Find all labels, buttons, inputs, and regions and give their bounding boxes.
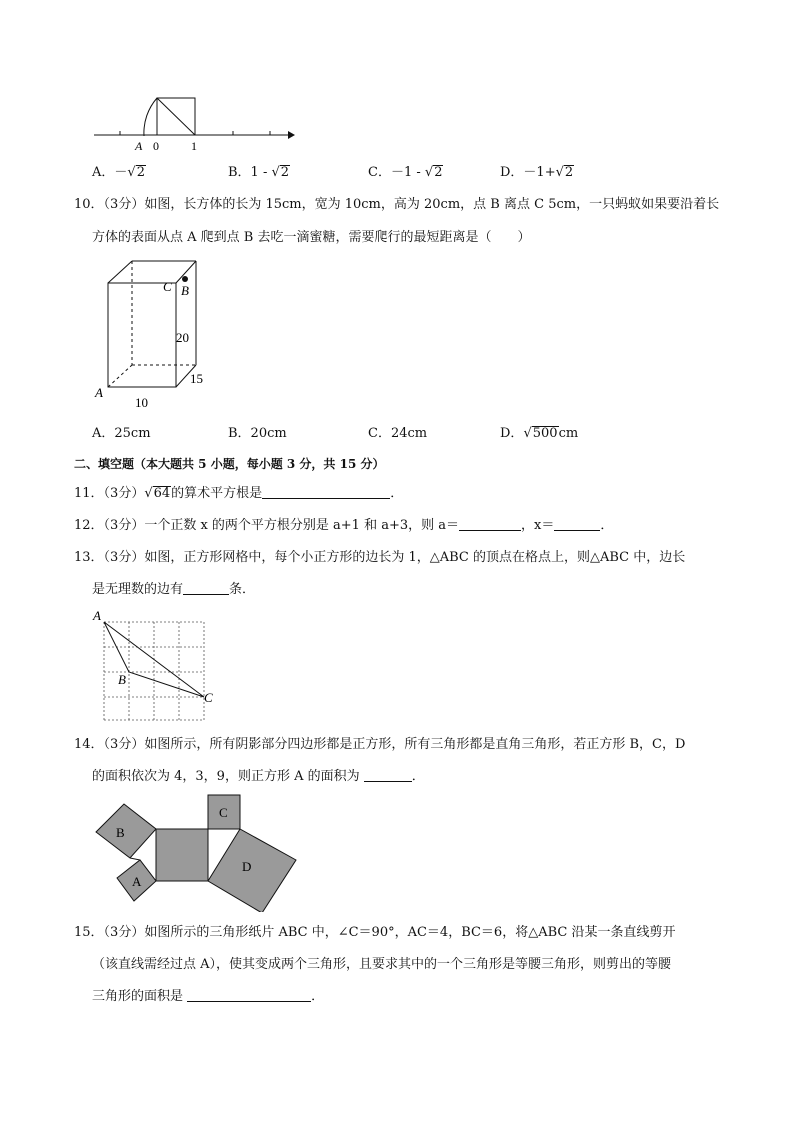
- q10-label-h: 20: [176, 330, 189, 345]
- q9-option-b-prefix: B．1 -: [228, 165, 272, 180]
- q14-stem-line2: [92, 767, 425, 787]
- q11-end: ．: [390, 486, 404, 501]
- q10-option-d-prefix: D．: [500, 426, 524, 441]
- q12-stem: [74, 516, 613, 536]
- q14-squares-figure: [92, 790, 302, 912]
- q10-option-b: B．20cm: [228, 426, 287, 441]
- q12-answer-x-blank[interactable]: [554, 516, 600, 531]
- q10-stem-line1: 10．（3分）如图，长方体的长为 15cm，宽为 10cm，高为 20cm，点 B 离点 C 5cm，一只蚂蚁如果要沿着长: [74, 197, 720, 212]
- q11-answer-blank[interactable]: [262, 484, 390, 499]
- q13-label-a: A: [93, 608, 101, 623]
- q10-option-a: A．25cm: [92, 426, 151, 441]
- q14-label-d: D: [242, 859, 252, 874]
- q9-number-line-figure: [90, 92, 300, 154]
- q9-option-c-prefix: C．－1 -: [368, 165, 425, 180]
- q13-answer-blank[interactable]: [183, 580, 229, 595]
- q9-option-c: C．－1 - √2: [368, 165, 443, 180]
- q12-text-b: ，x＝: [521, 518, 555, 533]
- q10-option-d: D．√500cm: [500, 426, 579, 441]
- q9-label-one: 1: [191, 139, 197, 153]
- q15-answer-blank[interactable]: [187, 987, 311, 1002]
- q12-end: ．: [600, 518, 614, 533]
- q10-option-d-suffix: cm: [558, 426, 579, 441]
- q13-grid-figure: [92, 608, 222, 726]
- q15-stem-line2: （该直线需经过点 A），使其变成两个三角形，且要求其中的一个三角形是等腰三角形，则剪出的等腰: [92, 957, 672, 972]
- q10-label-c: C: [163, 279, 172, 294]
- q9-option-b: B．1 - √2: [228, 165, 290, 180]
- q11-stem: 11．（3分）√64的算术平方根是 ．: [74, 486, 404, 501]
- q13-stem-line2: [92, 580, 255, 600]
- q11-suffix: 的算术平方根是: [171, 486, 263, 501]
- q15-text-a: 三角形的面积是: [92, 989, 188, 1004]
- q11-prefix: 11．（3分）: [74, 486, 145, 501]
- q14-text-b: ．: [411, 769, 425, 784]
- q9-option-d-radicand: 2: [564, 165, 574, 180]
- q10-option-c: C．24cm: [368, 426, 428, 441]
- q9-option-b-radicand: 2: [280, 165, 290, 180]
- q10-stem-line2: 方体的表面从点 A 爬到点 B 去吃一滴蜜糖，需要爬行的最短距离是（ ）: [92, 230, 531, 245]
- q15-stem-line1: 15．（3分）如图所示的三角形纸片 ABC 中，∠C＝90°，AC＝4，BC＝6，将△ABC 沿某一条直线剪开: [74, 925, 676, 940]
- q13-label-c: C: [204, 690, 213, 705]
- q14-label-c: C: [219, 805, 228, 820]
- q9-option-c-radicand: 2: [434, 165, 443, 180]
- q11-radicand: 64: [153, 486, 171, 501]
- q13-text-b: 条．: [229, 582, 256, 597]
- q9-option-a-prefix: A．－: [92, 165, 128, 180]
- q15-stem-line3: [92, 987, 324, 1007]
- q10-label-b: B: [181, 283, 189, 298]
- q9-option-d-prefix: D．－1+: [500, 165, 556, 180]
- q14-label-a: A: [132, 874, 142, 889]
- q10-option-d-radicand: 500: [532, 426, 558, 441]
- q9-option-a: A．－√2: [92, 165, 145, 180]
- q10-cuboid-figure: [90, 255, 220, 415]
- q13-text-a: 是无理数的边有: [92, 582, 184, 597]
- section-2-title: 二、填空题（本大题共 5 小题，每小题 3 分，共 15 分）: [74, 457, 385, 471]
- q14-answer-blank[interactable]: [364, 767, 412, 782]
- q9-label-zero: 0: [153, 139, 159, 153]
- q9-option-d: D．－1+√2: [500, 165, 574, 180]
- q10-label-a: A: [95, 385, 103, 400]
- q14-stem-line1: 14．（3分）如图所示，所有阴影部分四边形都是正方形，所有三角形都是直角三角形，若正方形 B，C，D: [74, 737, 686, 752]
- q10-label-w: 15: [190, 371, 203, 386]
- q12-text-a: 12．（3分）一个正数 x 的两个平方根分别是 a+1 和 a+3，则 a＝: [74, 518, 460, 533]
- q9-label-a: A: [135, 139, 143, 153]
- q14-text-a: 的面积依次为 4，3，9，则正方形 A 的面积为: [92, 769, 364, 784]
- q13-label-b: B: [118, 672, 126, 687]
- q9-option-a-radicand: 2: [136, 165, 145, 180]
- q14-label-b: B: [116, 825, 125, 840]
- q10-label-l: 10: [135, 395, 148, 410]
- q12-answer-a-blank[interactable]: [459, 516, 521, 531]
- q13-stem-line1: 13．（3分）如图，正方形网格中，每个小正方形的边长为 1，△ABC 的顶点在格点上，则△ABC 中，边长: [74, 550, 686, 565]
- q15-text-b: ．: [311, 989, 325, 1004]
